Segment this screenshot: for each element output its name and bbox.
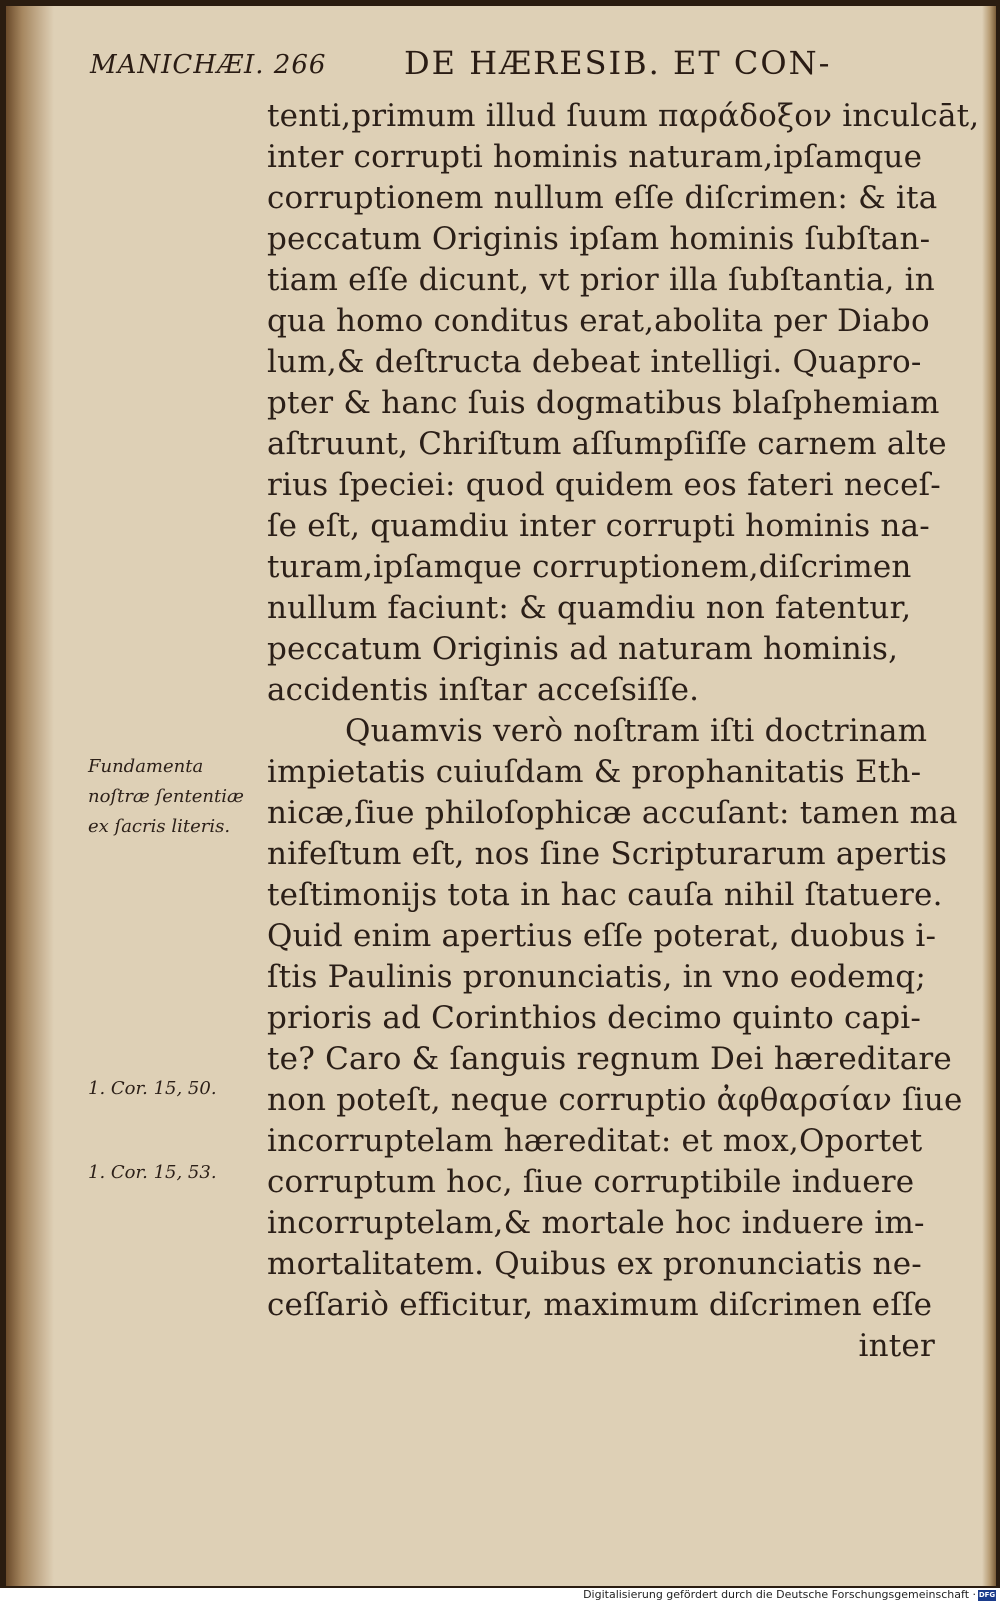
text-line: Quid enim apertius eſſe poterat, duobus i- [267, 918, 937, 954]
running-head [86, 44, 966, 90]
catchword: inter [858, 1328, 935, 1364]
text-line: te? Caro & ſanguis regnum Dei hæreditare [267, 1041, 952, 1077]
margin-note-reference: 1. Cor. 15, 53. [88, 1162, 217, 1183]
page-gutter-shadow [6, 6, 54, 1586]
text-line: lum,& deſtructa debeat intelligi. Quapro- [267, 344, 922, 380]
text-line: incorruptelam hæreditat: et mox,Oportet [267, 1123, 923, 1159]
text-line: nullum faciunt: & quamdiu non fatentur, [267, 590, 912, 626]
text-line: tenti,primum illud ſuum παράδοξον inculcāt, [267, 98, 980, 134]
text-line: ceſſariò efficitur, maximum diſcrimen eſſe [267, 1287, 933, 1323]
text-line: ſe eſt, quamdiu inter corrupti hominis na- [267, 508, 930, 544]
text-line: accidentis inſtar acceſsiſſe. [267, 672, 700, 708]
text-line: turam,ipſamque corruptionem,diſcrimen [267, 549, 912, 585]
text-line: rius ſpeciei: quod quidem eos fateri neceſ- [267, 467, 941, 503]
margin-note-fundamenta [88, 752, 258, 842]
margin-note-line: noſtræ ſententiæ [88, 786, 244, 807]
dfg-logo-icon: DFG [978, 1591, 996, 1599]
text-line: peccatum Originis ipſam hominis ſubſtan- [267, 221, 931, 257]
text-line: impietatis cuiuſdam & prophanitatis Eth- [267, 754, 922, 790]
footer-credit: Digitalisierung gefördert durch die Deutsche Forschungsgemeinschaft · [583, 1588, 976, 1601]
text-line: prioris ad Corinthios decimo quinto capi- [267, 1000, 922, 1036]
text-line: peccatum Originis ad naturam hominis, [267, 631, 899, 667]
running-head-left: MANICHÆI. 266 [90, 50, 327, 80]
text-line: corruptum hoc, ſiue corruptibile induere [267, 1164, 915, 1200]
text-line: incorruptelam,& mortale hoc induere im- [267, 1205, 925, 1241]
text-line: corruptionem nullum eſſe diſcrimen: & ita [267, 180, 938, 216]
text-line: inter corrupti hominis naturam,ipſamque [267, 139, 923, 175]
margin-note-line: Fundamenta [88, 756, 204, 777]
running-head-title: DE HÆRESIB. ET CON- [404, 44, 832, 82]
text-line: teſtimonijs tota in hac cauſa nihil ſtatuere. [267, 877, 943, 913]
text-line: tiam eſſe dicunt, vt prior illa ſubſtantia, in [267, 262, 935, 298]
text-line: nicæ,ſiue philoſophicæ accuſant: tamen ma [267, 795, 958, 831]
text-line: pter & hanc ſuis dogmatibus blaſphemiam [267, 385, 940, 421]
text-line: mortalitatem. Quibus ex pronunciatis ne- [267, 1246, 922, 1282]
text-line: aſtruunt, Chriſtum aſſumpſiſſe carnem alte [267, 426, 947, 462]
digitization-footer [0, 1588, 1000, 1605]
text-line: non poteſt, neque corruptio ἀφθαρσίαν ſiue [267, 1082, 963, 1118]
margin-note-line: ex ſacris literis. [88, 816, 231, 837]
text-line: nifeſtum eſt, nos ſine Scripturarum apertis [267, 836, 948, 872]
paragraph-first-line: Quamvis verò noſtram iſti doctrinam [345, 713, 928, 749]
margin-note-reference: 1. Cor. 15, 50. [88, 1078, 217, 1099]
text-line: ſtis Paulinis pronunciatis, in vno eodemq; [267, 959, 926, 995]
text-line: qua homo conditus erat,abolita per Diabo [267, 303, 930, 339]
page-edge-shadow [982, 6, 996, 1586]
